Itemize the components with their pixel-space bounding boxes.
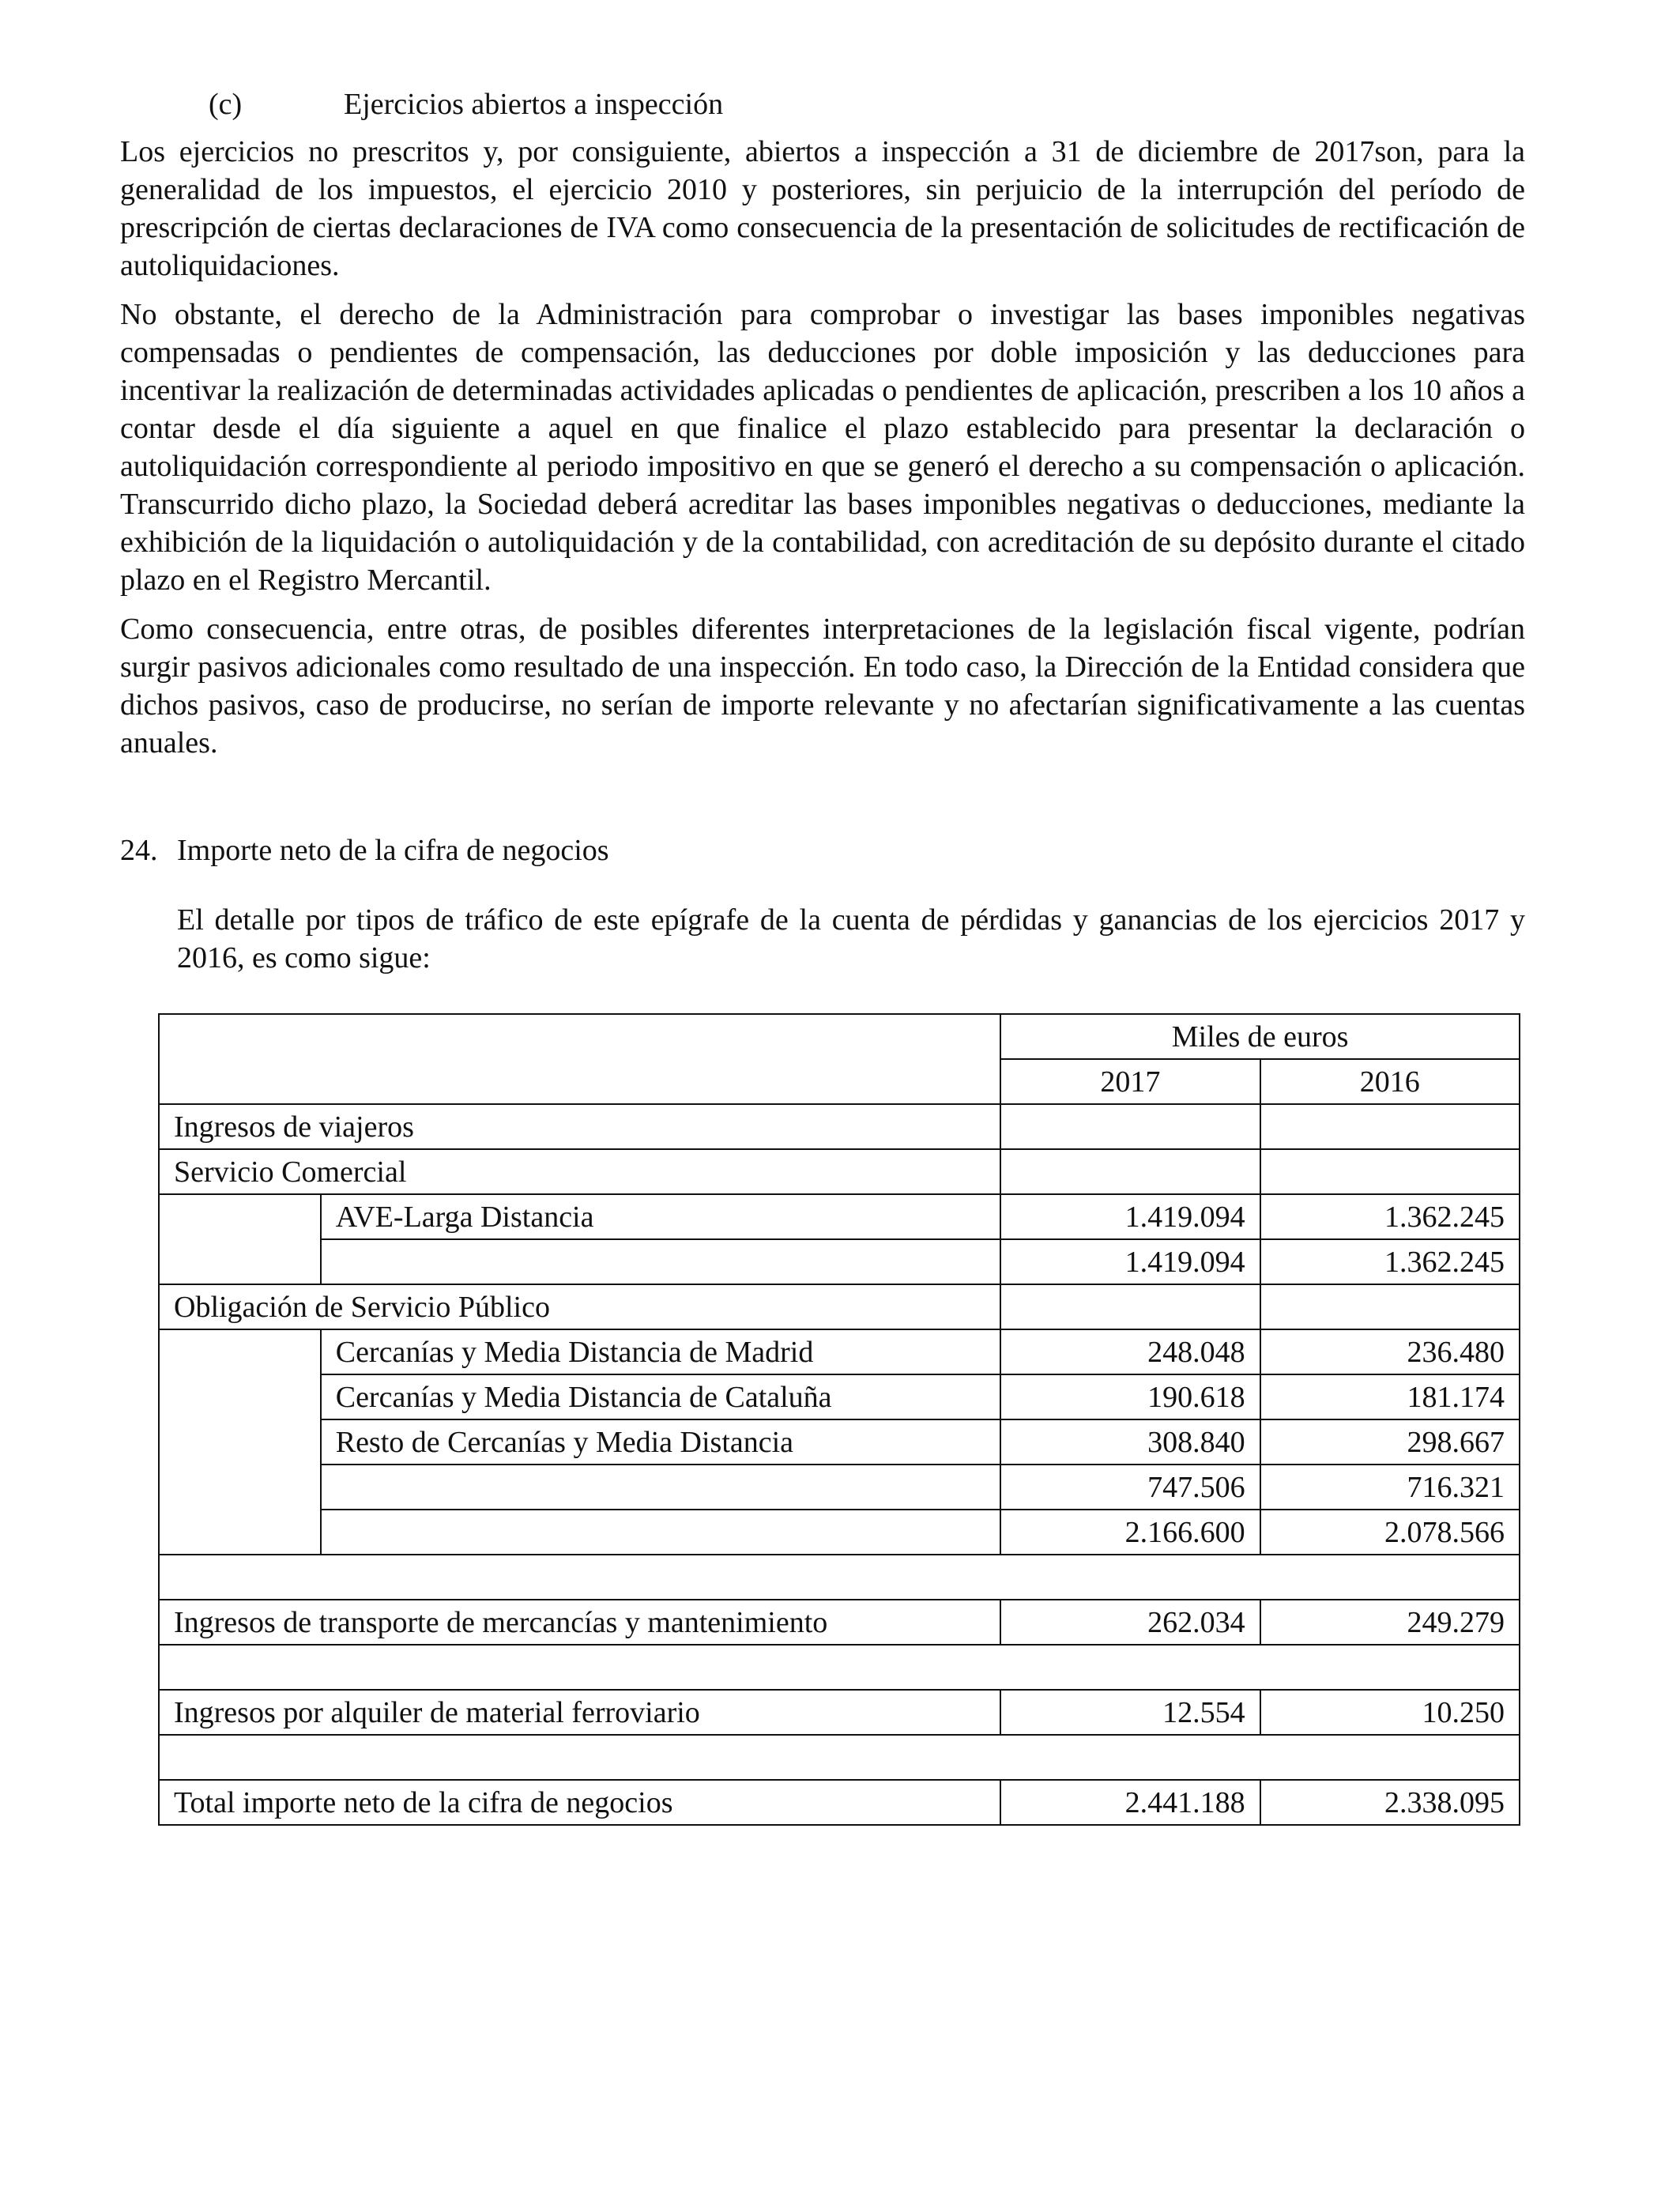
total-2016: 2.338.095 xyxy=(1260,1780,1520,1825)
section-24-intro: El detalle por tipos de tráfico de este epígrafe de la cuenta de pérdidas y ganancias de los ejercicios 2017 y 2016, es como sigue: xyxy=(177,903,1525,974)
cataluna-2016: 181.174 xyxy=(1260,1374,1520,1419)
section-24-title: Importe neto de la cifra de negocios xyxy=(177,834,609,867)
cataluna-2017: 190.618 xyxy=(1000,1374,1260,1419)
table-row xyxy=(159,1104,1520,1149)
mercancias-label: Ingresos de transporte de mercancías y mantenimiento xyxy=(159,1600,1000,1645)
empty-cell xyxy=(321,1510,1000,1555)
paragraph-2: No obstante, el derecho de la Administración para comprobar o investigar las bases imponibles negativas compensadas o pendientes de compensación, las deducciones por doble imposición y las deducciones para incentivar la realización de determinadas actividades aplicadas o pendientes de aplicación, prescriben a los 10 años a contar desde el día siguiente a aquel en que finalice el plazo establecido para presentar la declaración o autoliquidación correspondiente al periodo impositivo en que se generó el derecho a su compensación o aplicación. Transcurrido dicho plazo, la Sociedad deberá acreditar las bases imponibles negativas o deducciones, mediante la exhibición de la liquidación o autoliquidación y de la contabilidad, con acreditación de su depósito durante el citado plazo en el Registro Mercantil. xyxy=(120,298,1525,597)
total-label: Total importe neto de la cifra de negocios xyxy=(159,1780,1000,1825)
madrid-2016: 236.480 xyxy=(1260,1329,1520,1374)
viajeros-total-2016: 2.078.566 xyxy=(1260,1510,1520,1555)
year-2017-header: 2017 xyxy=(1000,1059,1260,1104)
document-page xyxy=(120,85,1525,1826)
spacer-cell xyxy=(159,1645,1520,1690)
paragraph-1: Los ejercicios no prescritos y, por consiguiente, abiertos a inspección a 31 de diciembre de 2017son, para la generalidad de los impuestos, el ejercicio 2010 y posteriores, sin perjuicio de la interrupción del período de prescripción de ciertas declaraciones de IVA como consecuencia de la presentación de solicitudes de rectificación de autoliquidaciones. xyxy=(120,135,1525,282)
ave-2017: 1.419.094 xyxy=(1000,1194,1260,1239)
osp-subtotal-2016: 716.321 xyxy=(1260,1465,1520,1510)
table-row xyxy=(159,1465,1520,1510)
alquiler-label: Ingresos por alquiler de material ferroviario xyxy=(159,1690,1000,1735)
indent-cell xyxy=(159,1329,321,1555)
resto-2016: 298.667 xyxy=(1260,1419,1520,1465)
table-row xyxy=(159,1780,1520,1825)
ave-2016: 1.362.245 xyxy=(1260,1194,1520,1239)
spacer-cell xyxy=(159,1555,1520,1600)
osp-subtotal-2017: 747.506 xyxy=(1000,1465,1260,1510)
section-c-heading xyxy=(120,85,1525,123)
table-header-group: Miles de euros xyxy=(1000,1014,1520,1059)
spacer-row xyxy=(159,1555,1520,1600)
paragraph-3: Como consecuencia, entre otras, de posibles diferentes interpretaciones de la legislación fiscal vigente, podrían surgir pasivos adicionales como resultado de una inspección. En todo caso, la Dirección de la Entidad considera que dichos pasivos, caso de producirse, no serían de importe relevante y no afectarían significativamente a las cuentas anuales. xyxy=(120,613,1525,760)
revenue-table xyxy=(158,1013,1520,1826)
table-row xyxy=(159,1149,1520,1194)
spacer-row xyxy=(159,1735,1520,1780)
cataluna-label: Cercanías y Media Distancia de Cataluña xyxy=(321,1374,1000,1419)
table-row xyxy=(159,1239,1520,1284)
indent-cell xyxy=(159,1194,321,1284)
table-row xyxy=(159,1510,1520,1555)
empty-cell xyxy=(1000,1284,1260,1329)
total-2017: 2.441.188 xyxy=(1000,1780,1260,1825)
spacer-cell xyxy=(159,1735,1520,1780)
empty-cell xyxy=(1000,1149,1260,1194)
madrid-label: Cercanías y Media Distancia de Madrid xyxy=(321,1329,1000,1374)
year-2016-header: 2016 xyxy=(1260,1059,1520,1104)
table-row xyxy=(159,1419,1520,1465)
table-row xyxy=(159,1600,1520,1645)
osp-label: Obligación de Servicio Público xyxy=(159,1284,1000,1329)
table-row xyxy=(159,1690,1520,1735)
alquiler-2017: 12.554 xyxy=(1000,1690,1260,1735)
empty-cell xyxy=(1260,1284,1520,1329)
ingresos-viajeros-label: Ingresos de viajeros xyxy=(159,1104,1000,1149)
mercancias-2017: 262.034 xyxy=(1000,1600,1260,1645)
empty-cell xyxy=(1000,1104,1260,1149)
comercial-subtotal-2017: 1.419.094 xyxy=(1000,1239,1260,1284)
viajeros-total-2017: 2.166.600 xyxy=(1000,1510,1260,1555)
empty-cell xyxy=(1260,1149,1520,1194)
empty-cell xyxy=(321,1465,1000,1510)
resto-label: Resto de Cercanías y Media Distancia xyxy=(321,1419,1000,1465)
resto-2017: 308.840 xyxy=(1000,1419,1260,1465)
ave-label: AVE-Larga Distancia xyxy=(321,1194,1000,1239)
table-row xyxy=(159,1284,1520,1329)
madrid-2017: 248.048 xyxy=(1000,1329,1260,1374)
table-header-row xyxy=(159,1014,1520,1059)
section-c-title: Ejercicios abiertos a inspección xyxy=(344,88,724,121)
mercancias-2016: 249.279 xyxy=(1260,1600,1520,1645)
empty-cell xyxy=(321,1239,1000,1284)
empty-cell xyxy=(1260,1104,1520,1149)
table-header-blank xyxy=(159,1014,1000,1104)
section-c-label: (c) xyxy=(209,88,243,121)
comercial-subtotal-2016: 1.362.245 xyxy=(1260,1239,1520,1284)
section-24-number: 24. xyxy=(120,834,158,867)
spacer-row xyxy=(159,1645,1520,1690)
table-row xyxy=(159,1374,1520,1419)
table-row xyxy=(159,1329,1520,1374)
table-row xyxy=(159,1194,1520,1239)
alquiler-2016: 10.250 xyxy=(1260,1690,1520,1735)
servicio-comercial-label: Servicio Comercial xyxy=(159,1149,1000,1194)
section-24-heading xyxy=(120,831,1525,869)
